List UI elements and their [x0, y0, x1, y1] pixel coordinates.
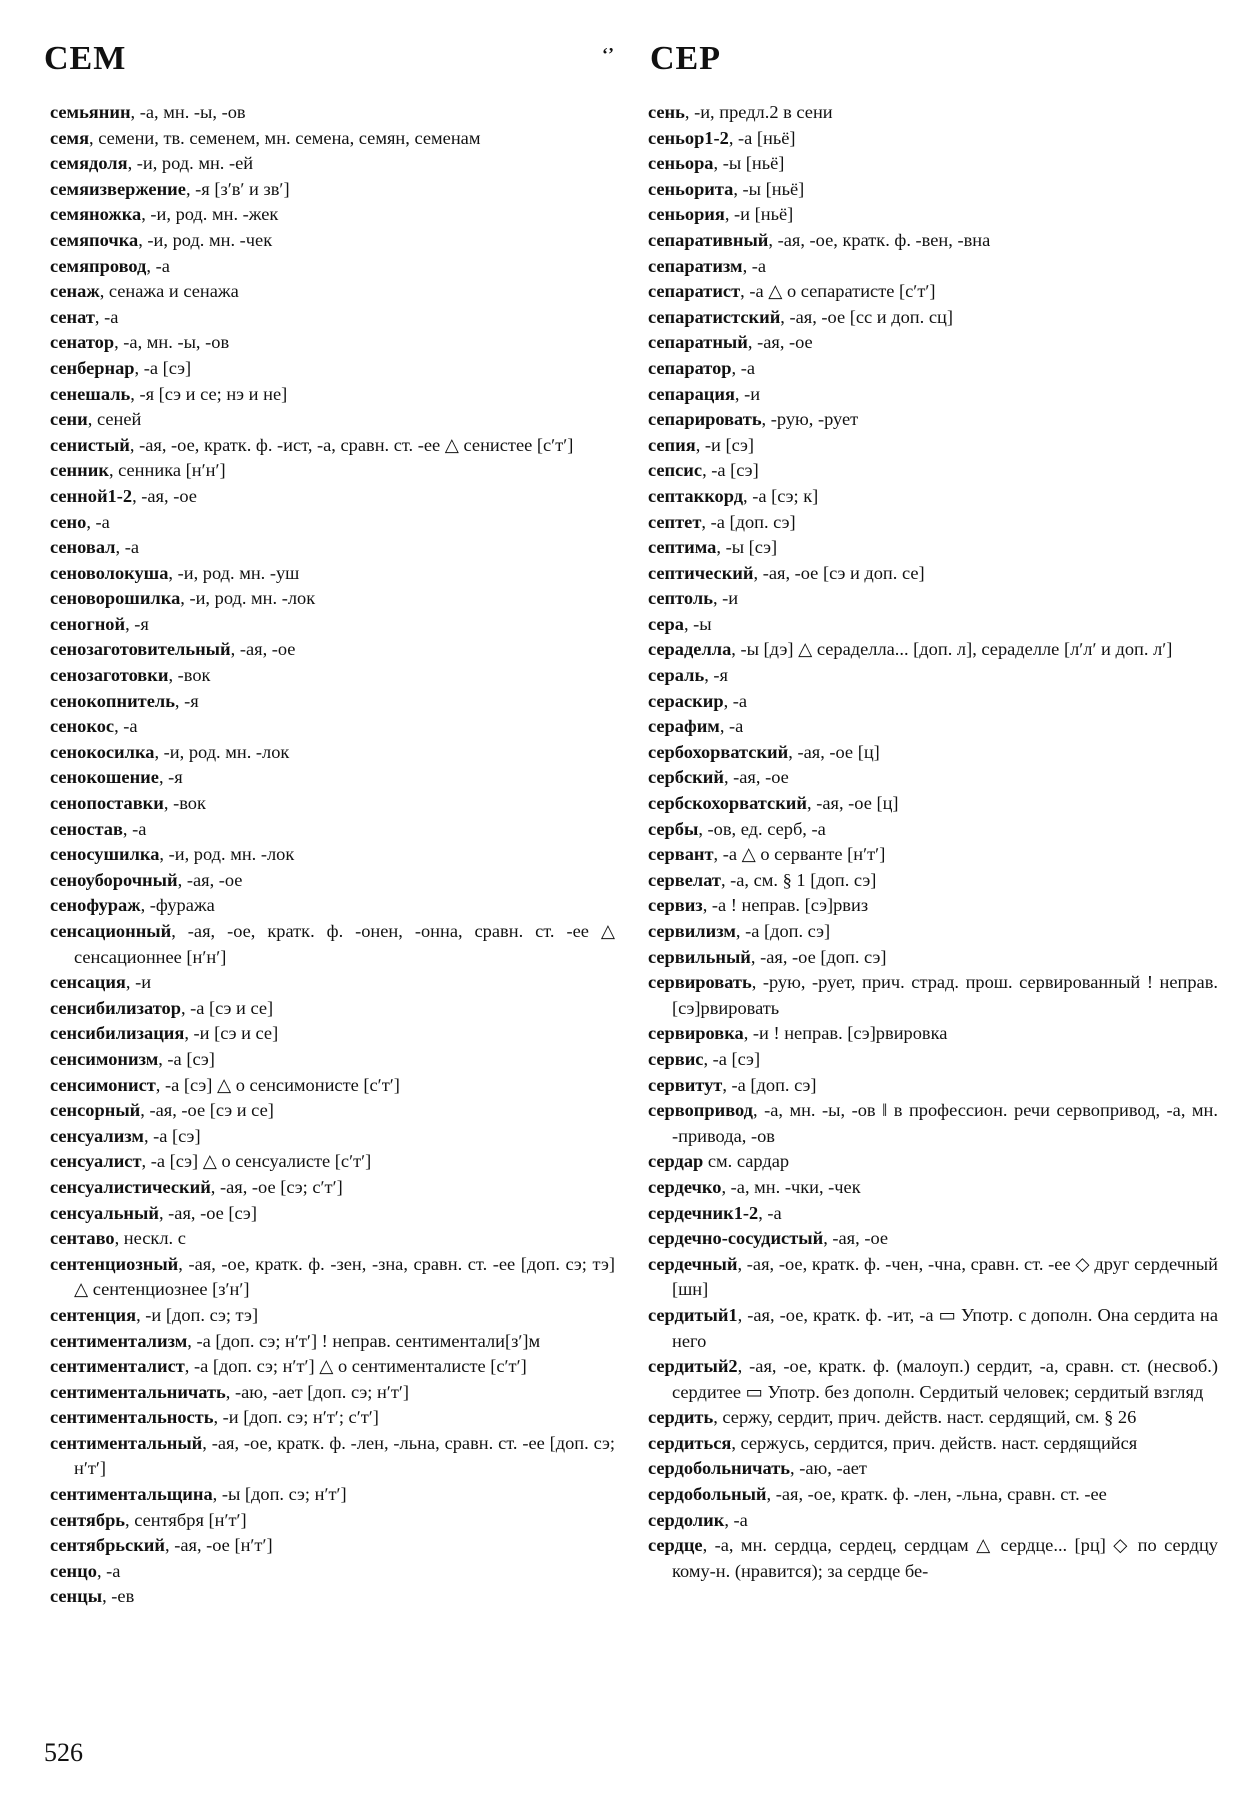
dictionary-entry: сепаратист, -а △ о сепаратисте [сʹтʹ]: [648, 281, 936, 302]
dictionary-entry: септический, -ая, -ое [сэ и доп. се]: [648, 562, 925, 583]
dictionary-entry: сердить, сержу, сердит, прич. действ. наст. сердящий, см. § 26: [648, 1407, 1137, 1428]
dictionary-entry: сенистый, -ая, -ое, кратк. ф. -ист, -а, сравн. ст. -ее △ сенистее [сʹтʹ]: [50, 434, 574, 455]
dictionary-entry: семяпочка, -и, род. мн. -чек: [50, 229, 273, 250]
dictionary-entry: сенсуалистический, -ая, -ое [сэ; сʹтʹ]: [50, 1176, 343, 1197]
dictionary-entry: сенокопнитель, -я: [50, 690, 199, 711]
dictionary-entry: сеноворошилка, -и, род. мн. -лок: [50, 588, 316, 609]
dictionary-entry: сенцы, -ев: [50, 1586, 135, 1607]
dictionary-entry: сепарировать, -рую, -рует: [648, 409, 859, 430]
dictionary-entry: сенцо, -а: [50, 1560, 121, 1581]
dictionary-entry: сенбернар, -а [сэ]: [50, 357, 192, 378]
dictionary-entry: сентиментальность, -и [доп. сэ; нʹтʹ; сʹтʹ]: [50, 1407, 379, 1428]
dictionary-entry: семяпровод, -а: [50, 255, 170, 276]
dictionary-entry: сепаратный, -ая, -ое: [648, 332, 813, 353]
dictionary-entry: сервилизм, -а [доп. сэ]: [648, 921, 831, 941]
dictionary-entry: сенокошение, -я: [50, 767, 183, 788]
dictionary-entry: сентаво, нескл. с: [50, 1228, 186, 1249]
dictionary-entry: сепсис, -а [сэ]: [648, 460, 759, 481]
dictionary-entry: серафим, -а: [648, 716, 744, 737]
dictionary-entry: сервитут, -а [доп. сэ]: [648, 1074, 817, 1095]
dictionary-entry: семяножка, -и, род. мн. -жек: [50, 204, 279, 225]
dictionary-entry: сера, -ы: [648, 613, 712, 634]
dictionary-entry: сенсуальный, -ая, -ое [сэ]: [50, 1202, 257, 1223]
dictionary-entry: сенофураж, -фуража: [50, 895, 215, 916]
dictionary-entry: сенсация, -и: [50, 972, 152, 993]
dictionary-entry: сенаж, сенажа и сенажа: [50, 281, 239, 302]
dictionary-entry: септаккорд, -а [сэ; к]: [648, 485, 819, 506]
dictionary-entry: сепаратор, -а: [648, 357, 755, 378]
dictionary-entry: сентябрьский, -ая, -ое [нʹтʹ]: [50, 1535, 273, 1556]
dictionary-entry: сердечко, -а, мн. -чки, -чек: [648, 1176, 861, 1197]
dictionary-entry: сервелат, -а, см. § 1 [доп. сэ]: [648, 869, 877, 890]
dictionary-entry: сервировка, -и ! неправ. [сэ]рвировка: [648, 1023, 948, 1044]
dictionary-entry: сенозаготовительный, -ая, -ое: [50, 639, 296, 660]
dictionary-entry: сеностав, -а: [50, 818, 147, 839]
page-number: 526: [44, 1738, 83, 1767]
dictionary-entry: сеногной, -я: [50, 613, 149, 634]
dictionary-entry: септоль, -и: [648, 588, 739, 609]
dictionary-entry: сентиментальщина, -ы [доп. сэ; нʹтʹ]: [50, 1484, 347, 1505]
dictionary-entry: сепарация, -и: [648, 383, 761, 404]
dictionary-entry: сенат, -а: [50, 306, 119, 327]
dictionary-entry: сербский, -ая, -ое: [648, 767, 789, 788]
dictionary-entry: сентябрь, сентября [нʹтʹ]: [50, 1509, 247, 1530]
dictionary-entry: сень, -и, предл.2 в сени: [648, 102, 833, 122]
dictionary-entry: септет, -а [доп. сэ]: [648, 511, 796, 532]
dictionary-entry: сеноуборочный, -ая, -ое: [50, 869, 243, 890]
dictionary-entry: сепаративный, -ая, -ое, кратк. ф. -вен, -вна: [648, 229, 991, 250]
dictionary-entry: сердобольничать, -аю, -ает: [648, 1458, 867, 1479]
dictionary-entry: сенсуалист, -а [сэ] △ о сенсуалисте [сʹтʹ]: [50, 1151, 372, 1172]
dictionary-entry: септима, -ы [сэ]: [648, 537, 778, 558]
dictionary-entry: сервиз, -а ! неправ. [сэ]рвиз: [648, 895, 869, 916]
dictionary-entry: сентиментальничать, -аю, -ает [доп. сэ; нʹтʹ]: [50, 1381, 410, 1402]
dictionary-entry: сенокосилка, -и, род. мн. -лок: [50, 741, 290, 762]
dictionary-entry: сенной1-2, -ая, -ое: [50, 485, 197, 506]
right-column: [648, 100, 1218, 1584]
left-guide-word: СЕМ: [44, 40, 127, 77]
dictionary-entry: сенатор, -а, мн. -ы, -ов: [50, 332, 230, 353]
dictionary-entry: сенсимонизм, -а [сэ]: [50, 1048, 215, 1069]
dictionary-entry: сердолик, -а: [648, 1509, 748, 1530]
dictionary-entry: сепаратизм, -а: [648, 255, 767, 276]
dictionary-entry: сердар см. сардар: [648, 1151, 790, 1172]
dictionary-entry: сеньор1-2, -а [ньё]: [648, 127, 796, 148]
dictionary-entry: сераль, -я: [648, 665, 728, 686]
dictionary-entry: сено, -а: [50, 511, 110, 532]
dictionary-entry: сентиментальный, -ая, -ое, кратк. ф. -лен, -льна, сравн. ст. -ее [доп. сэ; нʹтʹ]: [50, 1432, 615, 1479]
dictionary-entry: сеновал, -а: [50, 537, 139, 558]
dictionary-entry: сенсибилизация, -и [сэ и се]: [50, 1023, 279, 1044]
dictionary-entry: сеносушилка, -и, род. мн. -лок: [50, 844, 295, 865]
dictionary-entry: сердитый2, -ая, -ое, кратк. ф. (малоуп.) сердит, -а, сравн. ст. (несвоб.) сердитее ▭ Употр. без дополн. Сердитый человек; сердитый взгляд: [648, 1356, 1218, 1402]
dictionary-entry: сервильный, -ая, -ое [доп. сэ]: [648, 946, 887, 967]
left-column: [50, 100, 615, 1610]
dictionary-entry: сердечник1-2, -а: [648, 1202, 782, 1223]
dictionary-entry: семядоля, -и, род. мн. -ей: [50, 153, 254, 174]
dictionary-entry: сервопривод, -а, мн. -ы, -ов ‖ в профессион. речи сервопривод, -а, мн. -привода, -ов: [648, 1100, 1218, 1146]
dictionary-entry: сенокос, -а: [50, 716, 138, 737]
dictionary-entry: сенсимонист, -а [сэ] △ о сенсимонисте [сʹтʹ]: [50, 1074, 400, 1095]
dictionary-entry: сервант, -а △ о серванте [нʹтʹ]: [648, 844, 886, 865]
dictionary-entry: сенсибилизатор, -а [сэ и се]: [50, 997, 274, 1018]
dictionary-entry: сенсорный, -ая, -ое [сэ и се]: [50, 1100, 274, 1121]
dictionary-entry: сентенция, -и [доп. сэ; тэ]: [50, 1304, 259, 1325]
dictionary-entry: сердитый1, -ая, -ое, кратк. ф. -ит, -а ▭ Употр. с дополн. Она сердита на него: [648, 1304, 1218, 1351]
dictionary-entry: семьянин, -а, мн. -ы, -ов: [50, 102, 246, 122]
dictionary-entry: сенешаль, -я [сэ и се; нэ и не]: [50, 383, 288, 404]
dictionary-entry: сеньорита, -ы [ньё]: [648, 178, 805, 199]
dictionary-entry: сепия, -и [сэ]: [648, 434, 754, 455]
dictionary-entry: сенопоставки, -вок: [50, 793, 206, 814]
right-guide-word: СЕР: [650, 40, 721, 77]
dictionary-entry: сердиться, сержусь, сердится, прич. действ. наст. сердящийся: [648, 1432, 1138, 1453]
dictionary-entry: семяизвержение, -я [зʹвʹ и звʹ]: [50, 178, 290, 199]
dictionary-entry: сердобольный, -ая, -ое, кратк. ф. -лен, -льна, сравн. ст. -ее: [648, 1484, 1107, 1505]
dictionary-entry: сентименталист, -а [доп. сэ; нʹтʹ] △ о сентименталисте [сʹтʹ]: [50, 1356, 527, 1377]
dictionary-entry: сердечно-сосудистый, -ая, -ое: [648, 1228, 889, 1249]
dictionary-entry: сенник, сенника [нʹнʹ]: [50, 460, 226, 481]
dictionary-entry: сентиментализм, -а [доп. сэ; нʹтʹ] ! неправ. сентиментали[зʹ]м: [50, 1330, 541, 1351]
dictionary-entry: сервировать, -рую, -рует, прич. страд. прош. сервированный ! неправ. [сэ]рвировать: [648, 972, 1218, 1018]
dictionary-entry: сепаратистский, -ая, -ое [сс и доп. сц]: [648, 306, 953, 327]
dictionary-entry: сеньора, -ы [ньё]: [648, 153, 785, 174]
dictionary-entry: сенсуализм, -а [сэ]: [50, 1125, 201, 1146]
dictionary-entry: сербохорватский, -ая, -ое [ц]: [648, 741, 880, 762]
dictionary-entry: семя, семени, тв. семенем, мн. семена, семян, семенам: [50, 127, 481, 148]
dictionary-entry: сеноволокуша, -и, род. мн. -уш: [50, 562, 300, 583]
dictionary-entry: сераделла, -ы [дэ] △ сераделла... [доп. л], сераделле [лʹлʹ и доп. лʹ]: [648, 639, 1173, 660]
dictionary-entry: сени, сеней: [50, 409, 142, 430]
dictionary-entry: сенозаготовки, -вок: [50, 665, 211, 686]
dictionary-entry: сервис, -а [сэ]: [648, 1048, 761, 1069]
dictionary-entry: сераскир, -а: [648, 690, 748, 711]
dictionary-entry: сенсационный, -ая, -ое, кратк. ф. -онен, -онна, сравн. ст. -ее △ сенсационнее [нʹнʹ]: [50, 921, 615, 967]
dictionary-entry: сентенциозный, -ая, -ое, кратк. ф. -зен, -зна, сравн. ст. -ее [доп. сэ; тэ] △ сентенциознее [зʹнʹ]: [50, 1253, 615, 1300]
dictionary-entry: сербы, -ов, ед. серб, -а: [648, 818, 826, 839]
dictionary-entry: сербскохорватский, -ая, -ое [ц]: [648, 793, 899, 814]
dictionary-entry: сердечный, -ая, -ое, кратк. ф. -чен, -чна, сравн. ст. -ее ◇ друг сердечный [шн]: [648, 1253, 1218, 1300]
header-mark: ‘’: [602, 44, 614, 64]
dictionary-entry: сердце, -а, мн. сердца, сердец, сердцам △ сердце... [рц] ◇ по сердцу кому-н. (нравится); за сердце бе-: [648, 1535, 1218, 1581]
dictionary-entry: сеньория, -и [ньё]: [648, 204, 794, 225]
